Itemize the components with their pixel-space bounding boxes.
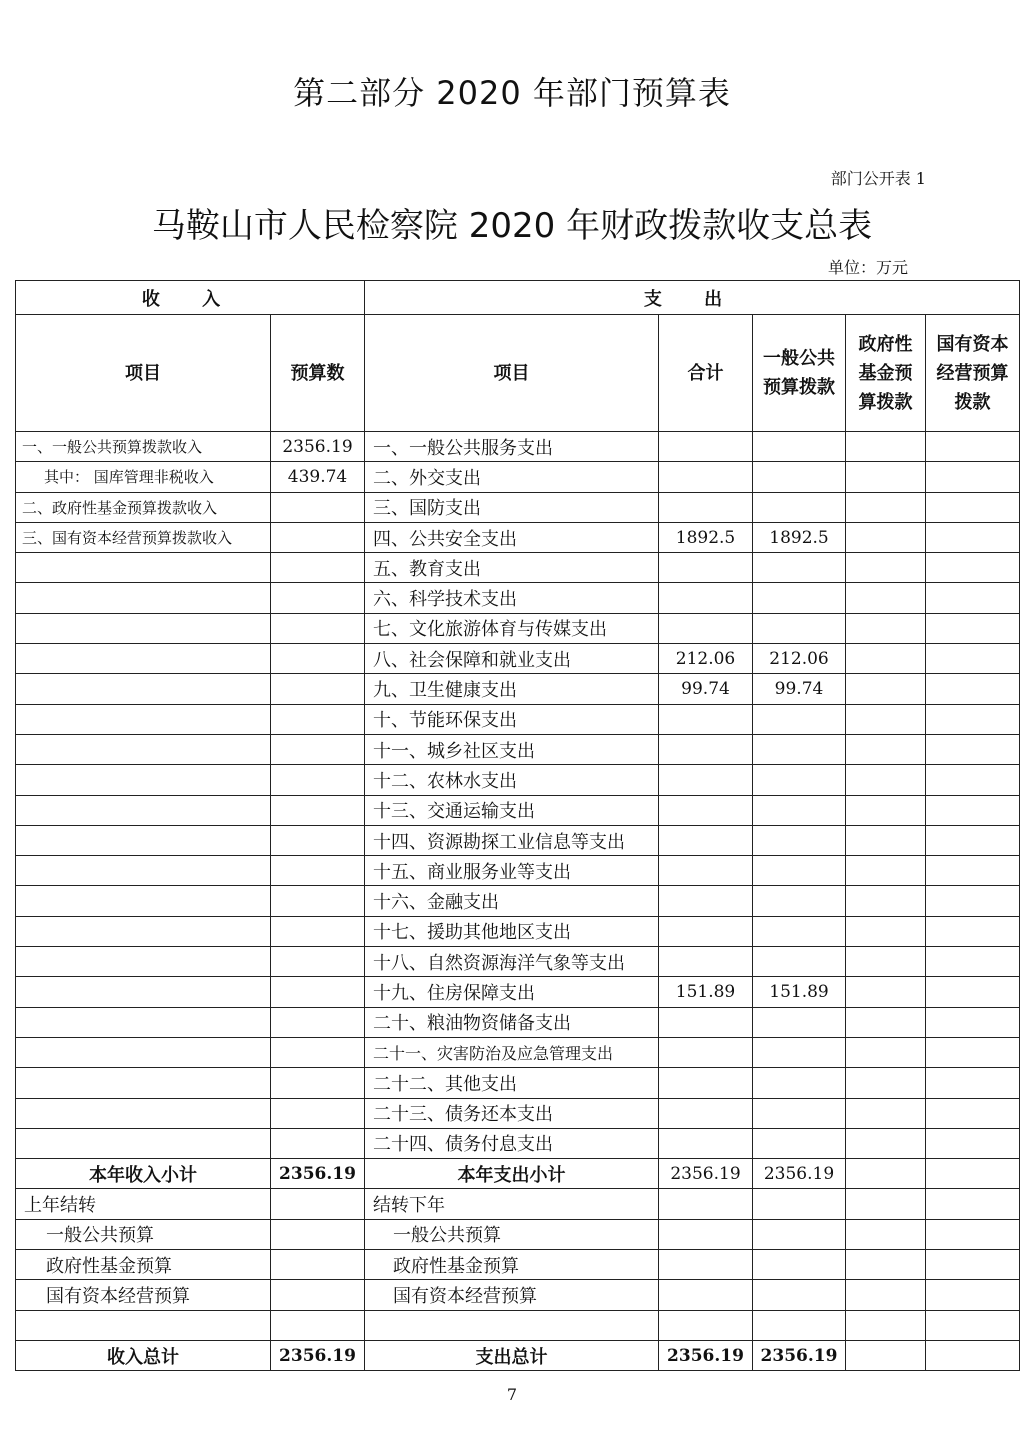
income-item (16, 704, 271, 734)
carry-total (659, 1219, 753, 1249)
expense-total (659, 795, 753, 825)
carry-row (16, 1219, 1020, 1249)
expense-item: 十五、商业服务业等支出 (365, 856, 659, 886)
expense-total (659, 553, 753, 583)
expense-item: 十六、金融支出 (365, 886, 659, 916)
expense-gov-fund (846, 886, 926, 916)
carry-income-value (271, 1250, 365, 1280)
expense-total: 151.89 (659, 977, 753, 1007)
expense-general (753, 583, 846, 613)
expense-total (659, 947, 753, 977)
empty-cell (926, 1310, 1020, 1340)
expense-general (753, 825, 846, 855)
expense-general (753, 1068, 846, 1098)
income-item (16, 856, 271, 886)
expense-general (753, 1098, 846, 1128)
carry-row (16, 1250, 1020, 1280)
income-value (271, 1037, 365, 1067)
expense-gov-fund (846, 704, 926, 734)
table-row (16, 1068, 1020, 1098)
expense-state-capital (926, 613, 1020, 643)
table-row (16, 1007, 1020, 1037)
expense-state-capital (926, 1068, 1020, 1098)
carry-income-value (271, 1219, 365, 1249)
income-value: 2356.19 (271, 432, 365, 462)
expense-gov-fund (846, 553, 926, 583)
expense-total: 1892.5 (659, 522, 753, 552)
expense-gov-fund (846, 947, 926, 977)
carry-general (753, 1250, 846, 1280)
expense-gov-fund (846, 916, 926, 946)
expense-total (659, 613, 753, 643)
expense-item: 九、卫生健康支出 (365, 674, 659, 704)
expense-general (753, 1128, 846, 1158)
carry-total (659, 1250, 753, 1280)
carry-gov-fund (846, 1219, 926, 1249)
table-row (16, 886, 1020, 916)
income-item (16, 795, 271, 825)
expense-total (659, 1007, 753, 1037)
empty-cell (659, 1310, 753, 1340)
page-number: 7 (506, 1385, 518, 1404)
expense-gov-fund (846, 825, 926, 855)
income-value (271, 734, 365, 764)
expense-item: 十二、农林水支出 (365, 765, 659, 795)
income-value (271, 795, 365, 825)
income-value (271, 583, 365, 613)
expense-general (753, 432, 846, 462)
expense-gov-fund (846, 856, 926, 886)
expense-state-capital (926, 432, 1020, 462)
expense-general: 1892.5 (753, 522, 846, 552)
part-title: 第二部分 2020 年部门预算表 (293, 74, 731, 112)
table-row (16, 977, 1020, 1007)
income-item (16, 977, 271, 1007)
expense-gov-fund (846, 977, 926, 1007)
expense-general: 99.74 (753, 674, 846, 704)
income-item (16, 886, 271, 916)
carry-gov-fund (846, 1250, 926, 1280)
expense-gov-fund (846, 734, 926, 764)
carry-income-item: 国有资本经营预算 (16, 1280, 271, 1310)
carry-state-capital (926, 1189, 1020, 1219)
table-row (16, 1098, 1020, 1128)
carry-income-item: 政府性基金预算 (16, 1250, 271, 1280)
carry-gov-fund (846, 1189, 926, 1219)
expense-total (659, 916, 753, 946)
expense-general: 151.89 (753, 977, 846, 1007)
expense-state-capital (926, 492, 1020, 522)
expense-gov-fund (846, 492, 926, 522)
income-value (271, 977, 365, 1007)
table-row (16, 432, 1020, 462)
expense-total (659, 765, 753, 795)
income-item (16, 1068, 271, 1098)
income-header: 收 入 (16, 281, 365, 315)
col-income-item: 项目 (16, 315, 271, 432)
expense-state-capital (926, 553, 1020, 583)
expense-total (659, 583, 753, 613)
expense-gov-fund (846, 1037, 926, 1067)
table-row (16, 765, 1020, 795)
expense-item: 五、教育支出 (365, 553, 659, 583)
income-value (271, 947, 365, 977)
expense-general (753, 947, 846, 977)
income-value (271, 644, 365, 674)
carry-expense-item: 政府性基金预算 (365, 1250, 659, 1280)
expense-item: 十三、交通运输支出 (365, 795, 659, 825)
expense-gov-fund (846, 1007, 926, 1037)
expense-general (753, 734, 846, 764)
income-grand-total-value: 2356.19 (271, 1340, 365, 1370)
expense-total (659, 1128, 753, 1158)
expense-gov-fund (846, 432, 926, 462)
col-total: 合计 (659, 315, 753, 432)
table-row (16, 734, 1020, 764)
empty-cell (16, 1310, 271, 1340)
col-budget: 预算数 (271, 315, 365, 432)
income-item (16, 1098, 271, 1128)
income-item (16, 765, 271, 795)
carry-state-capital (926, 1250, 1020, 1280)
expense-state-capital (926, 704, 1020, 734)
expense-gov-fund (846, 522, 926, 552)
expense-grand-total-state-capital (926, 1340, 1020, 1370)
income-value (271, 1007, 365, 1037)
income-value (271, 492, 365, 522)
table-row (16, 704, 1020, 734)
expense-general (753, 886, 846, 916)
expense-item: 二、外交支出 (365, 462, 659, 492)
expense-grand-total-general: 2356.19 (753, 1340, 846, 1370)
carry-general (753, 1219, 846, 1249)
expense-total: 212.06 (659, 644, 753, 674)
expense-gov-fund (846, 674, 926, 704)
expense-gov-fund (846, 644, 926, 674)
income-value (271, 1068, 365, 1098)
expense-subtotal-state-capital (926, 1159, 1020, 1189)
table-row (16, 613, 1020, 643)
col-state-capital: 国有资本经营预算拨款 (926, 315, 1020, 432)
expense-total (659, 492, 753, 522)
income-value (271, 1128, 365, 1158)
header-row-2 (16, 315, 1020, 432)
col-general: 一般公共预算拨款 (753, 315, 846, 432)
expense-state-capital (926, 1128, 1020, 1158)
income-item (16, 644, 271, 674)
expense-item: 八、社会保障和就业支出 (365, 644, 659, 674)
expense-total (659, 432, 753, 462)
carry-income-value (271, 1189, 365, 1219)
expense-gov-fund (846, 583, 926, 613)
empty-cell (365, 1310, 659, 1340)
expense-state-capital (926, 886, 1020, 916)
expense-item: 二十三、债务还本支出 (365, 1098, 659, 1128)
income-value (271, 613, 365, 643)
expense-grand-total-label: 支出总计 (365, 1340, 659, 1370)
income-grand-total-label: 收入总计 (16, 1340, 271, 1370)
expense-item: 二十二、其他支出 (365, 1068, 659, 1098)
expense-state-capital (926, 462, 1020, 492)
carry-row (16, 1189, 1020, 1219)
income-item (16, 734, 271, 764)
expense-state-capital (926, 522, 1020, 552)
table-row (16, 522, 1020, 552)
expense-subtotal-general: 2356.19 (753, 1159, 846, 1189)
expense-item: 二十四、债务付息支出 (365, 1128, 659, 1158)
income-item (16, 674, 271, 704)
carry-total (659, 1280, 753, 1310)
expense-general (753, 765, 846, 795)
expense-gov-fund (846, 765, 926, 795)
table-row (16, 583, 1020, 613)
expense-total (659, 856, 753, 886)
expense-item: 十一、城乡社区支出 (365, 734, 659, 764)
table-row (16, 553, 1020, 583)
expense-general (753, 462, 846, 492)
income-item (16, 1128, 271, 1158)
income-item: 其中： 国库管理非税收入 (16, 462, 271, 492)
table-number: 部门公开表 1 (830, 169, 926, 188)
expense-state-capital (926, 1037, 1020, 1067)
expense-item: 二十、粮油物资储备支出 (365, 1007, 659, 1037)
expense-total (659, 825, 753, 855)
expense-subtotal-label: 本年支出小计 (365, 1159, 659, 1189)
expense-grand-total-gov-fund (846, 1340, 926, 1370)
grand-total-row (16, 1340, 1020, 1370)
expense-subtotal-total: 2356.19 (659, 1159, 753, 1189)
expense-state-capital (926, 734, 1020, 764)
table-row (16, 644, 1020, 674)
income-item (16, 825, 271, 855)
expense-state-capital (926, 765, 1020, 795)
income-item (16, 916, 271, 946)
expense-gov-fund (846, 795, 926, 825)
expense-gov-fund (846, 462, 926, 492)
expense-general (753, 613, 846, 643)
carry-income-item: 一般公共预算 (16, 1219, 271, 1249)
expense-item: 一、一般公共服务支出 (365, 432, 659, 462)
expense-state-capital (926, 825, 1020, 855)
table-row (16, 1037, 1020, 1067)
income-value (271, 886, 365, 916)
income-value (271, 522, 365, 552)
expense-item: 十九、住房保障支出 (365, 977, 659, 1007)
income-item (16, 553, 271, 583)
expense-state-capital (926, 644, 1020, 674)
empty-cell (753, 1310, 846, 1340)
expense-general: 212.06 (753, 644, 846, 674)
expense-item: 十四、资源勘探工业信息等支出 (365, 825, 659, 855)
income-subtotal-value: 2356.19 (271, 1159, 365, 1189)
income-value (271, 856, 365, 886)
expense-grand-total-total: 2356.19 (659, 1340, 753, 1370)
expense-total (659, 1037, 753, 1067)
income-value: 439.74 (271, 462, 365, 492)
income-value (271, 825, 365, 855)
expense-item: 十八、自然资源海洋气象等支出 (365, 947, 659, 977)
col-expense-item: 项目 (365, 315, 659, 432)
expense-total (659, 704, 753, 734)
expense-general (753, 492, 846, 522)
income-item: 三、国有资本经营预算拨款收入 (16, 522, 271, 552)
carry-total (659, 1189, 753, 1219)
carry-state-capital (926, 1219, 1020, 1249)
col-gov-fund: 政府性基金预算拨款 (846, 315, 926, 432)
expense-state-capital (926, 977, 1020, 1007)
expense-total (659, 1068, 753, 1098)
expense-total (659, 886, 753, 916)
carry-expense-item: 一般公共预算 (365, 1219, 659, 1249)
income-item (16, 947, 271, 977)
carry-state-capital (926, 1280, 1020, 1310)
table-row (16, 462, 1020, 492)
expense-total (659, 734, 753, 764)
expense-gov-fund (846, 1128, 926, 1158)
carry-general (753, 1280, 846, 1310)
table-row (16, 795, 1020, 825)
expense-gov-fund (846, 1068, 926, 1098)
expense-general (753, 916, 846, 946)
expense-header: 支 出 (365, 281, 1020, 315)
budget-table (15, 280, 1020, 1371)
empty-cell (846, 1310, 926, 1340)
income-item: 一、一般公共预算拨款收入 (16, 432, 271, 462)
expense-state-capital (926, 795, 1020, 825)
expense-state-capital (926, 583, 1020, 613)
expense-state-capital (926, 856, 1020, 886)
expense-total (659, 1098, 753, 1128)
income-value (271, 916, 365, 946)
expense-general (753, 1007, 846, 1037)
income-item (16, 1007, 271, 1037)
expense-gov-fund (846, 613, 926, 643)
expense-item: 六、科学技术支出 (365, 583, 659, 613)
income-item: 二、政府性基金预算拨款收入 (16, 492, 271, 522)
expense-subtotal-gov-fund (846, 1159, 926, 1189)
carry-income-value (271, 1280, 365, 1310)
expense-general (753, 856, 846, 886)
carry-expense-item: 结转下年 (365, 1189, 659, 1219)
expense-general (753, 795, 846, 825)
carry-gov-fund (846, 1280, 926, 1310)
expense-general (753, 553, 846, 583)
subtotal-row (16, 1159, 1020, 1189)
income-item (16, 1037, 271, 1067)
income-item (16, 613, 271, 643)
expense-item: 十、节能环保支出 (365, 704, 659, 734)
expense-general (753, 704, 846, 734)
carry-row (16, 1280, 1020, 1310)
income-subtotal-label: 本年收入小计 (16, 1159, 271, 1189)
main-title: 马鞍山市人民检察院 2020 年财政拨款收支总表 (151, 206, 873, 246)
expense-item: 七、文化旅游体育与传媒支出 (365, 613, 659, 643)
expense-item: 四、公共安全支出 (365, 522, 659, 552)
table-row (16, 674, 1020, 704)
expense-item: 二十一、灾害防治及应急管理支出 (365, 1037, 659, 1067)
income-value (271, 674, 365, 704)
table-row (16, 947, 1020, 977)
expense-state-capital (926, 1007, 1020, 1037)
expense-gov-fund (846, 1098, 926, 1128)
expense-item: 三、国防支出 (365, 492, 659, 522)
carry-general (753, 1189, 846, 1219)
expense-state-capital (926, 947, 1020, 977)
income-value (271, 704, 365, 734)
expense-item: 十七、援助其他地区支出 (365, 916, 659, 946)
expense-state-capital (926, 1098, 1020, 1128)
empty-row (16, 1310, 1020, 1340)
unit-label: 单位：万元 (827, 258, 908, 277)
table-row (16, 825, 1020, 855)
income-value (271, 765, 365, 795)
income-item (16, 583, 271, 613)
header-row-1 (16, 281, 1020, 315)
expense-total: 99.74 (659, 674, 753, 704)
table-row (16, 1128, 1020, 1158)
expense-general (753, 1037, 846, 1067)
carry-income-item: 上年结转 (16, 1189, 271, 1219)
empty-cell (271, 1310, 365, 1340)
table-row (16, 916, 1020, 946)
carry-expense-item: 国有资本经营预算 (365, 1280, 659, 1310)
income-value (271, 553, 365, 583)
table-row (16, 856, 1020, 886)
income-value (271, 1098, 365, 1128)
expense-state-capital (926, 674, 1020, 704)
table-row (16, 492, 1020, 522)
expense-state-capital (926, 916, 1020, 946)
expense-total (659, 462, 753, 492)
